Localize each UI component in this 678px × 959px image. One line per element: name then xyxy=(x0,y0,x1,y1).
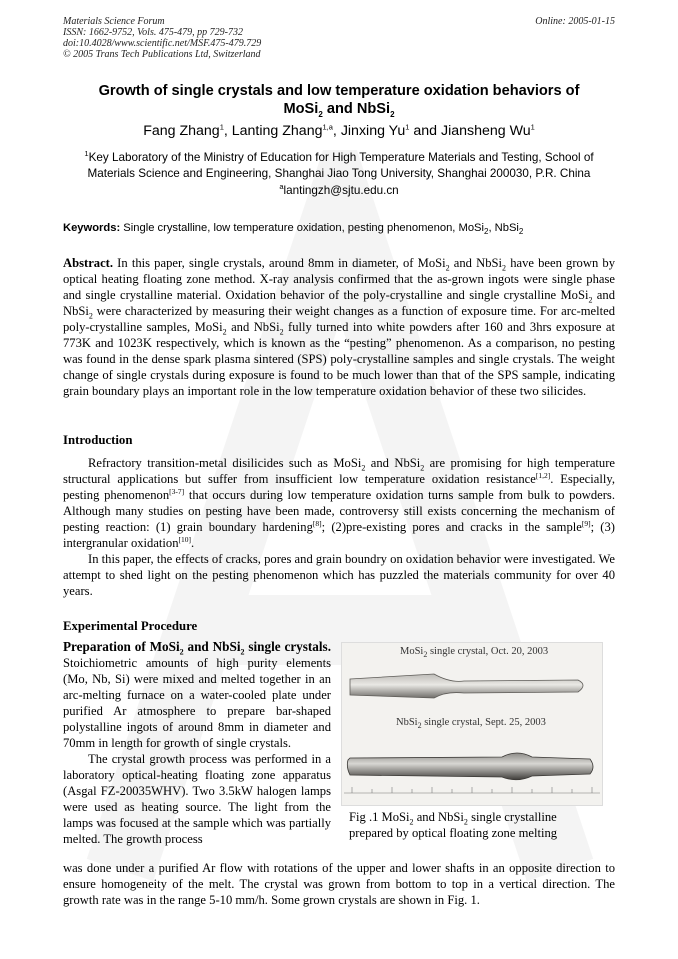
email-address: $^a$lantingzh@sjtu.edu.cn xyxy=(279,182,399,197)
keywords: Keywords: Single crystalline, low temperature oxidation, pesting phenomenon, MoSi$_2$, NbSi$_2$ xyxy=(63,222,524,237)
section-heading-introduction: Introduction xyxy=(63,433,133,447)
title-line-1: Growth of single crystals and low temperature oxidation behaviors of xyxy=(98,83,580,99)
issn-line: ISSN: 1662-9752, Vols. 475-479, pp 729-732 xyxy=(63,27,243,38)
author-name: Jinxing Yu xyxy=(340,123,406,139)
abstract: Abstract. In this paper, single crystals, around 8mm in diameter, of MoSi$_2$ and NbSi$_2$ have been grown by optical heating floating zone method. X-ray analysis confirmed that the as-grown ingots were single phase and single crystalline material. Oxidation behavior of the poly-crystalline and single crystalline MoSi$_2$ and NbSi$_2$ were characterized by measuring their weight changes as a function of exposure time. For arc-melted poly-crystalline samples, MoSi$_2$ and NbSi$_2$ fully turned into white powders after 160 and 3hrs exposure at 773K and 1023K respectively, which is known as the “pesting” phenomenon. As a comparison, no pesting was found in the dense spark plasma sintered (SPS) poly-crystalline samples and single crystals. The weight change of single crystals during exposure is found to be much lower than that of the SPS sample, indicating grain boundary plays an important role in the low temperature oxidation behavior of these two silicides. xyxy=(63,256,616,398)
prep-paragraph-1: Preparation of MoSi$_2$ and NbSi$_2$ single crystals. Stoichiometric amounts of high purity elements (Mo, Nb, Si) were mixed and melted together in an arc-melting furnace on a water-cooled plate under purified Ar atmosphere to prepare bar-shaped polystalline ingots of around 8mm in diameter and 70mm in length for growth of single crystals. xyxy=(63,639,331,750)
author-name: Jiansheng Wu xyxy=(440,123,531,139)
mosi2-crystal-label: MoSi$_2$ single crystal, Oct. 20, 2003 xyxy=(400,646,549,660)
growth-process-text: was done under a purified Ar flow with rotations of the upper and lower shafts in an opposite direction to ensure homogeneity of the melt. The crystal was grown from bottom to top in a vertical direction. The growth rate was in the range 5-10 mm/h. Some grown crystals are shown in Fig. 1. xyxy=(63,861,615,907)
nbsi2-crystal-label: NbSi$_2$ single crystal, Sept. 25, 2003 xyxy=(396,717,546,731)
paper-title xyxy=(63,82,615,118)
figure-1-caption: Fig .1 MoSi$_2$ and NbSi$_2$ single crystalline prepared by optical floating zone melting xyxy=(349,810,558,840)
intro-paragraph-2: In this paper, the effects of cracks, pores and grain boundry on oxidation behavior were investigated. We attempt to shed light on the pesting phenomenon which has puzzled the materials community for over 40 years. xyxy=(63,552,615,598)
keywords-label: Keywords: xyxy=(63,222,121,234)
abstract-label: Abstract. xyxy=(63,256,114,270)
introduction-text xyxy=(63,455,615,599)
intro-paragraph-1: Refractory transition-metal disilicides such as MoSi$_2$ and NbSi$_2$ are promising for high temperature structural applications but suffer from insufficient low temperature oxidation resistance[1,2]. Especially, pesting phenomenon[3-7] that occurs during low temperature oxidation turns sample from bulk to powders. Although many studies on pesting have been made, controversy still exists concerning the mechanism of pesting reaction: (1) grain boundary hardening[8]; (2)pre-existing pores and cracks in the sample[9]; (3) intergranular oxidation[10]. xyxy=(63,456,616,550)
journal-header xyxy=(63,16,261,60)
author-name: Lanting Zhang xyxy=(231,123,323,139)
preparation-text xyxy=(63,639,331,847)
title-line-2: MoSi$_2$ and NbSi$_2$ xyxy=(283,101,395,119)
online-date: Online: 2005-01-15 xyxy=(535,16,615,27)
author-list: Fang Zhang$^1$, Lanting Zhang$^{1,a}$, Jinxing Yu$^1$ and Jiansheng Wu$^1$ xyxy=(143,122,535,139)
copyright-line: © 2005 Trans Tech Publications Ltd, Switzerland xyxy=(63,49,261,60)
author-name: Fang Zhang xyxy=(143,123,220,139)
affiliation: $^1$Key Laboratory of the Ministry of Education for High Temperature Materials and Testing, School of Materials Science and Engineering, Shanghai Jiao Tong University, Shanghai 200030, P.R. China xyxy=(84,149,594,180)
prep-paragraph-2: The crystal growth process was performed in a laboratory optical-heating floating zone apparatus (Asgal FZ-20035WHV). Two 3.5kW halogen lamps were used as heating source. The light from the lamps was focused at the sample which was partially melted. The growth process xyxy=(63,752,331,846)
figure-1-photo xyxy=(341,642,603,806)
journal-name: Materials Science Forum xyxy=(63,16,165,27)
doi-line: doi:10.4028/www.scientific.net/MSF.475-479.729 xyxy=(63,38,262,49)
section-heading-experimental: Experimental Procedure xyxy=(63,619,198,633)
